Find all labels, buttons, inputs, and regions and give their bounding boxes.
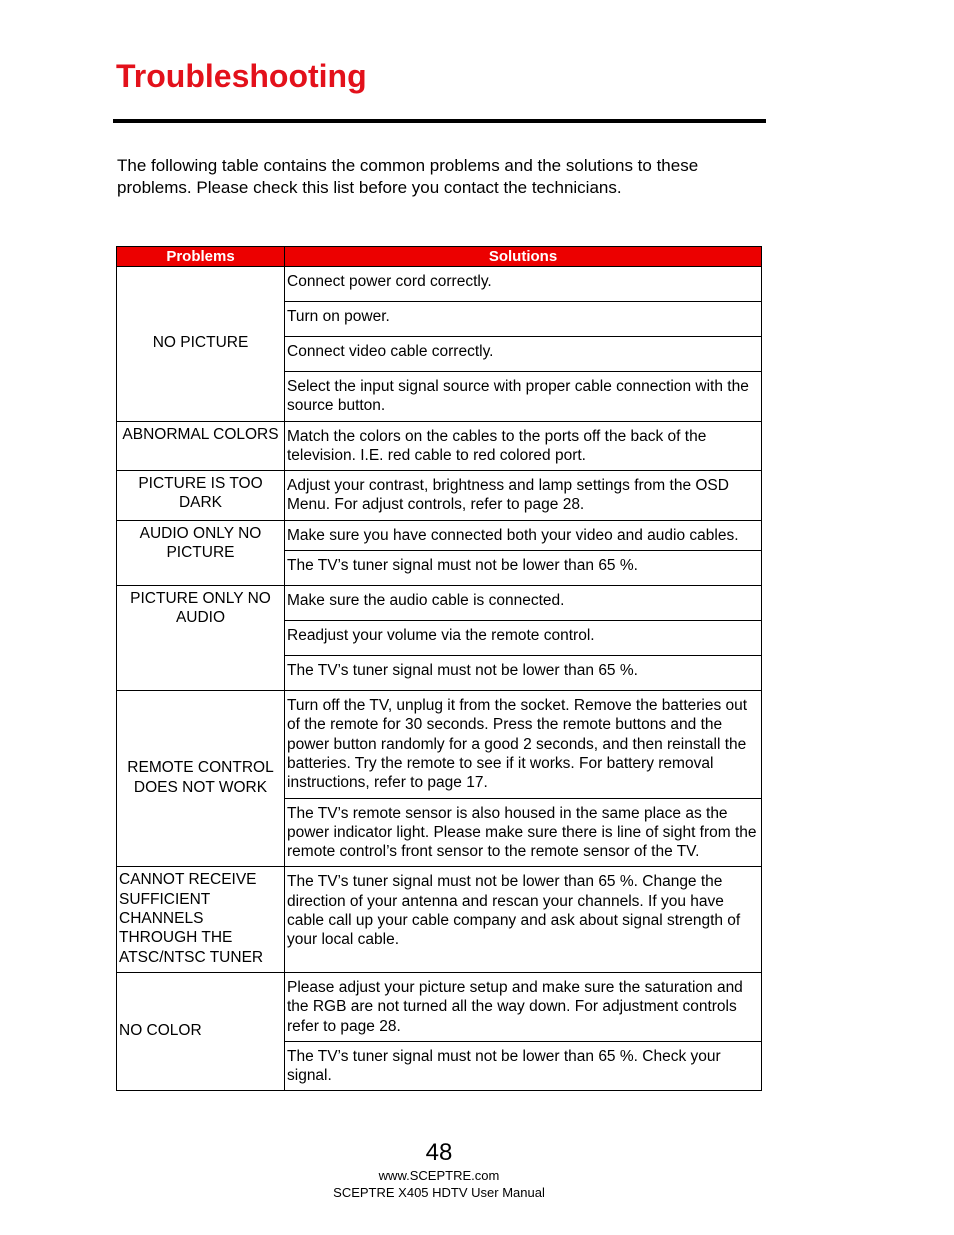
footer-manual-title: SCEPTRE X405 HDTV User Manual: [333, 1185, 545, 1200]
solution-cell: The TV’s tuner signal must not be lower than 65 %. Check your signal.: [285, 1041, 762, 1091]
header-problems: Problems: [117, 247, 285, 267]
problem-cell: PICTURE IS TOO DARK: [117, 471, 285, 521]
page-number: 48: [425, 1139, 453, 1166]
intro-paragraph: The following table contains the common problems and the solutions to these problems. Please check this list before you contact the technicians.: [117, 156, 699, 197]
solution-cell: Turn on power.: [285, 302, 762, 337]
solution-cell: Please adjust your picture setup and make sure the saturation and the RGB are not turned all the way down. For adjustment controls refer to page 28.: [285, 972, 762, 1041]
problem-cell: ABNORMAL COLORS: [117, 421, 285, 471]
solution-cell: Make sure the audio cable is connected.: [285, 586, 762, 621]
solution-cell: Make sure you have connected both your video and audio cables.: [285, 520, 762, 550]
page-title: Troubleshooting: [116, 58, 367, 94]
problem-cell: NO COLOR: [117, 972, 285, 1090]
table-row: [117, 520, 762, 550]
solution-cell: Connect power cord correctly.: [285, 267, 762, 302]
table-row: [117, 586, 762, 621]
solution-cell: The TV’s tuner signal must not be lower than 65 %.: [285, 656, 762, 691]
title-divider: [113, 119, 766, 123]
table-row: [117, 972, 762, 1041]
problem-cell: REMOTE CONTROL DOES NOT WORK: [117, 691, 285, 867]
table-row: [117, 691, 762, 798]
solution-cell: Select the input signal source with proper cable connection with the source button.: [285, 372, 762, 422]
problem-cell: CANNOT RECEIVE SUFFICIENT CHANNELS THROUGH THE ATSC/NTSC TUNER: [117, 867, 285, 972]
table-row: [117, 267, 762, 302]
problem-cell: PICTURE ONLY NO AUDIO: [117, 586, 285, 691]
table-row: [117, 421, 762, 471]
solution-cell: The TV’s remote sensor is also housed in the same place as the power indicator light. Please make sure there is line of sight from the remote control’s front sensor to the remote sensor of the TV.: [285, 798, 762, 867]
problem-cell: AUDIO ONLY NO PICTURE: [117, 520, 285, 585]
troubleshooting-table: [116, 246, 762, 1091]
header-solutions: Solutions: [285, 247, 762, 267]
footer-url: www.SCEPTRE.com: [378, 1168, 500, 1183]
solution-cell: Adjust your contrast, brightness and lamp settings from the OSD Menu. For adjust controls, refer to page 28.: [285, 471, 762, 521]
solution-cell: Connect video cable correctly.: [285, 337, 762, 372]
solution-cell: Readjust your volume via the remote control.: [285, 621, 762, 656]
solution-cell: The TV’s tuner signal must not be lower than 65 %.: [285, 551, 762, 586]
problem-cell: NO PICTURE: [117, 267, 285, 422]
table-header-row: [117, 247, 762, 267]
table-row: [117, 471, 762, 521]
solution-cell: Match the colors on the cables to the ports off the back of the television. I.E. red cable to red colored port.: [285, 421, 762, 471]
solution-cell: The TV’s tuner signal must not be lower than 65 %. Change the direction of your antenna and rescan your channels. If you have cable call up your cable company and ask about signal strength of your local cable.: [285, 867, 762, 972]
solution-cell: Turn off the TV, unplug it from the socket. Remove the batteries out of the remote for 30 seconds. Press the remote buttons and the power button randomly for a good 2 seconds, and then reinstall the batteries. Try the remote to see if it works. For battery removal instructions, refer to page 17.: [285, 691, 762, 798]
table-row: [117, 867, 762, 972]
